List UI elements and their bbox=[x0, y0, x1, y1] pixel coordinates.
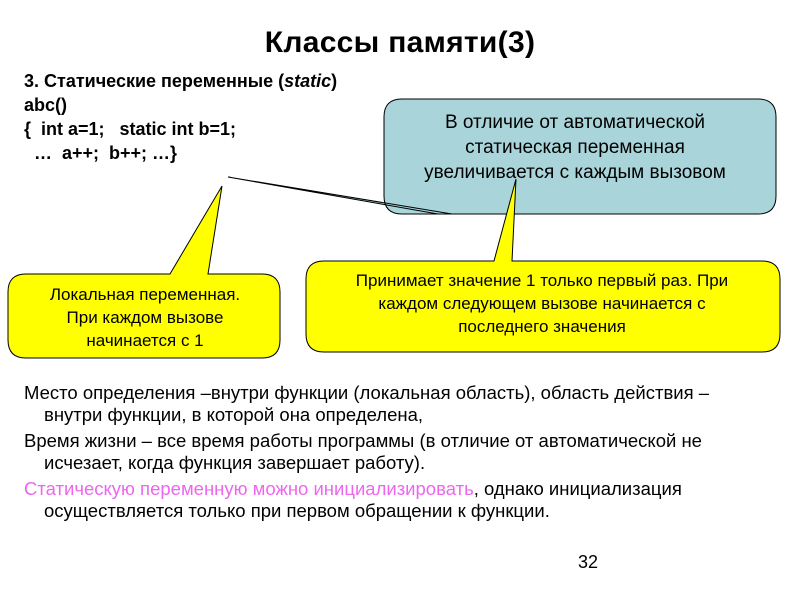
page-number: 32 bbox=[578, 552, 599, 572]
static-keyword: static bbox=[284, 71, 332, 91]
scope-paragraph: Место определения –внутри функции (локальная область), область действия – внутри функции, в которой она определена, bbox=[24, 382, 710, 425]
static-note-text: Принимает значение 1 только первый раз. При каждом следующем вызове начинается с последнего значения bbox=[355, 271, 729, 336]
init-paragraph: Статическую переменную можно инициализировать, однако инициализация осуществляется только при первом обращении к функции. bbox=[24, 478, 682, 521]
code-line-2: abc() bbox=[24, 95, 68, 115]
local-note-text: Локальная переменная. При каждом вызове начинается с 1 bbox=[49, 285, 241, 350]
auto-note-text: В отличие от автоматической статическая переменная увеличивается с каждым вызовом bbox=[424, 112, 726, 183]
slide-title: Классы памяти(3) bbox=[264, 26, 536, 59]
body-text bbox=[24, 382, 744, 526]
code-line-4: … a++; b++; …} bbox=[24, 143, 178, 163]
code-line-3: { int a=1; static int b=1; bbox=[24, 119, 237, 139]
code-line-1: 3. Статические переменные (static) bbox=[24, 71, 338, 91]
lifetime-paragraph: Время жизни – все время работы программы (в отличие от автоматической не исчезает, когда функция завершает работу). bbox=[24, 430, 702, 473]
init-highlight: Статическую переменную можно инициализировать bbox=[24, 478, 474, 499]
